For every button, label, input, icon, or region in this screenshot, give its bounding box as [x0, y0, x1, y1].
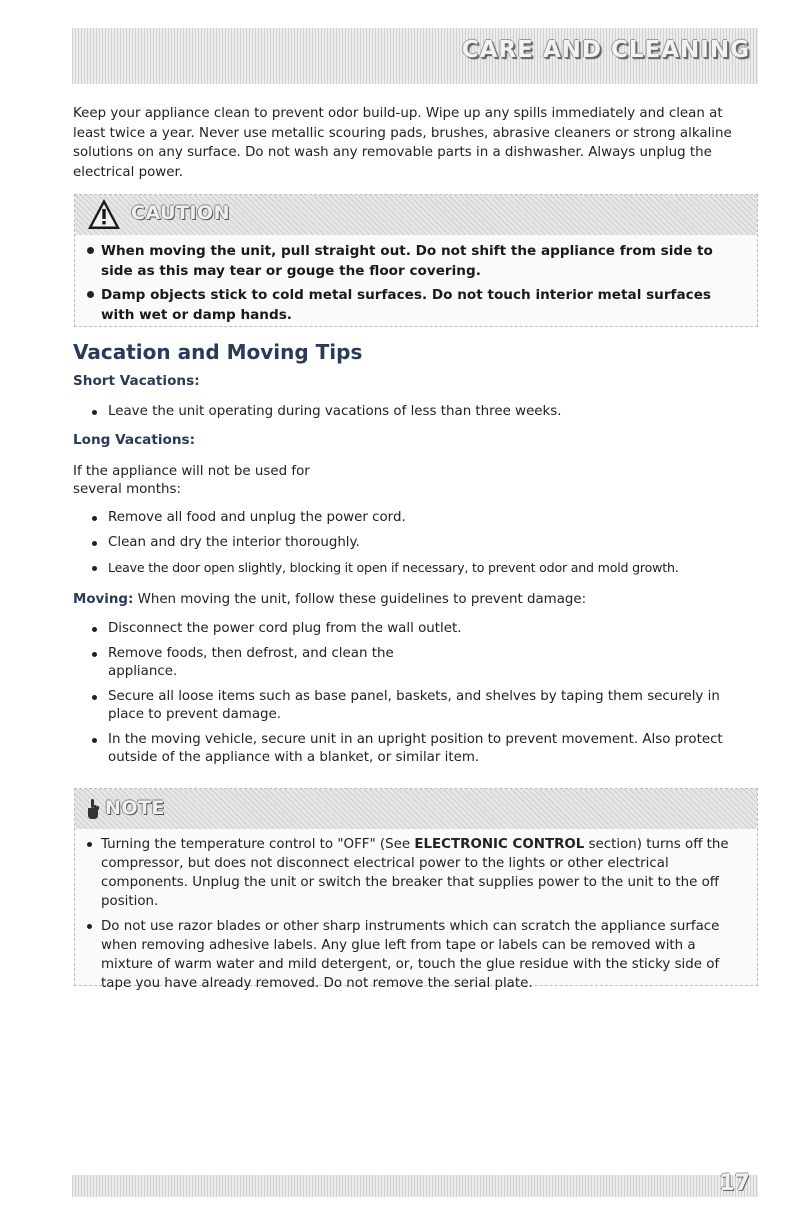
warning-triangle-icon — [86, 197, 122, 231]
note-label: NOTE — [105, 797, 165, 819]
section-heading-vacation: Vacation and Moving Tips — [73, 340, 363, 364]
note-item — [101, 835, 747, 911]
note-item-text: Turning the temperature control to "OFF" (See — [101, 837, 415, 852]
list-item: Remove foods, then defrost, and clean the appliance. — [90, 645, 408, 681]
note-item-text: section) turns off the compressor, but does not disconnect electrical power to the lights or other electrical components. Unplug the unit or switch the breaker that supplies power to the unit to the off position. — [101, 837, 729, 909]
long-vacations-intro: If the appliance will not be used for several months: — [73, 464, 310, 497]
caution-item: When moving the unit, pull straight out. Do not shift the appliance from side to side as this may tear or gouge the floor covering. — [101, 241, 743, 281]
note-item: Do not use razor blades or other sharp instruments which can scratch the appliance surface when removing adhesive labels. Any glue left from tape or labels can be removed with a mixture of warm water and mild detergent, or, touch the glue residue with the sticky side of tape you have already removed. Do not remove the serial plate. — [101, 917, 747, 993]
list-item: Leave the door open slightly, blocking it open if necessary, to prevent odor and mold growth. — [90, 559, 758, 577]
caution-item: Damp objects stick to cold metal surfaces. Do not touch interior metal surfaces with wet or damp hands. — [101, 285, 743, 325]
page-number: 17 — [719, 1171, 750, 1196]
list-item: Secure all loose items such as base panel, baskets, and shelves by taping them securely in place to prevent damage. — [90, 688, 758, 724]
list-item: Remove all food and unplug the power cord. — [90, 509, 758, 527]
moving-text: When moving the unit, follow these guidelines to prevent damage: — [137, 592, 587, 607]
moving-paragraph — [73, 591, 753, 609]
moving-label: Moving: — [73, 592, 134, 607]
long-vacations-heading: Long Vacations: — [73, 432, 196, 448]
caution-label: CAUTION — [131, 202, 231, 224]
note-header — [75, 789, 757, 829]
caution-header — [75, 195, 757, 235]
header-banner — [72, 28, 758, 84]
note-list — [75, 835, 757, 993]
note-item-bold: ELECTRONIC CONTROL — [414, 837, 585, 852]
pointing-hand-icon — [85, 798, 101, 820]
caution-box — [74, 194, 758, 327]
caution-list — [75, 241, 757, 325]
list-item: Leave the unit operating during vacations of less than three weeks. — [90, 403, 758, 421]
list-item: In the moving vehicle, secure unit in an upright position to prevent movement. Also protect outside of the appliance with a blanket, or similar item. — [90, 731, 758, 767]
note-box — [74, 788, 758, 991]
short-vacations-list — [90, 403, 758, 428]
intro-paragraph: Keep your appliance clean to prevent odor build-up. Wipe up any spills immediately and clean at least twice a year. Never use metallic scouring pads, brushes, abrasive cleaners or strong alkaline solutions on any surface. Do not wash any removable parts in a dishwasher. Always unplug the electrical power. — [73, 106, 732, 180]
long-vacations-list — [90, 509, 758, 584]
list-item: Clean and dry the interior thoroughly. — [90, 534, 758, 552]
page-title: CARE AND CLEANING — [461, 37, 750, 63]
moving-list — [90, 620, 758, 774]
footer-bar — [72, 1171, 758, 1197]
list-item: Disconnect the power cord plug from the wall outlet. — [90, 620, 758, 638]
short-vacations-heading: Short Vacations: — [73, 373, 200, 389]
